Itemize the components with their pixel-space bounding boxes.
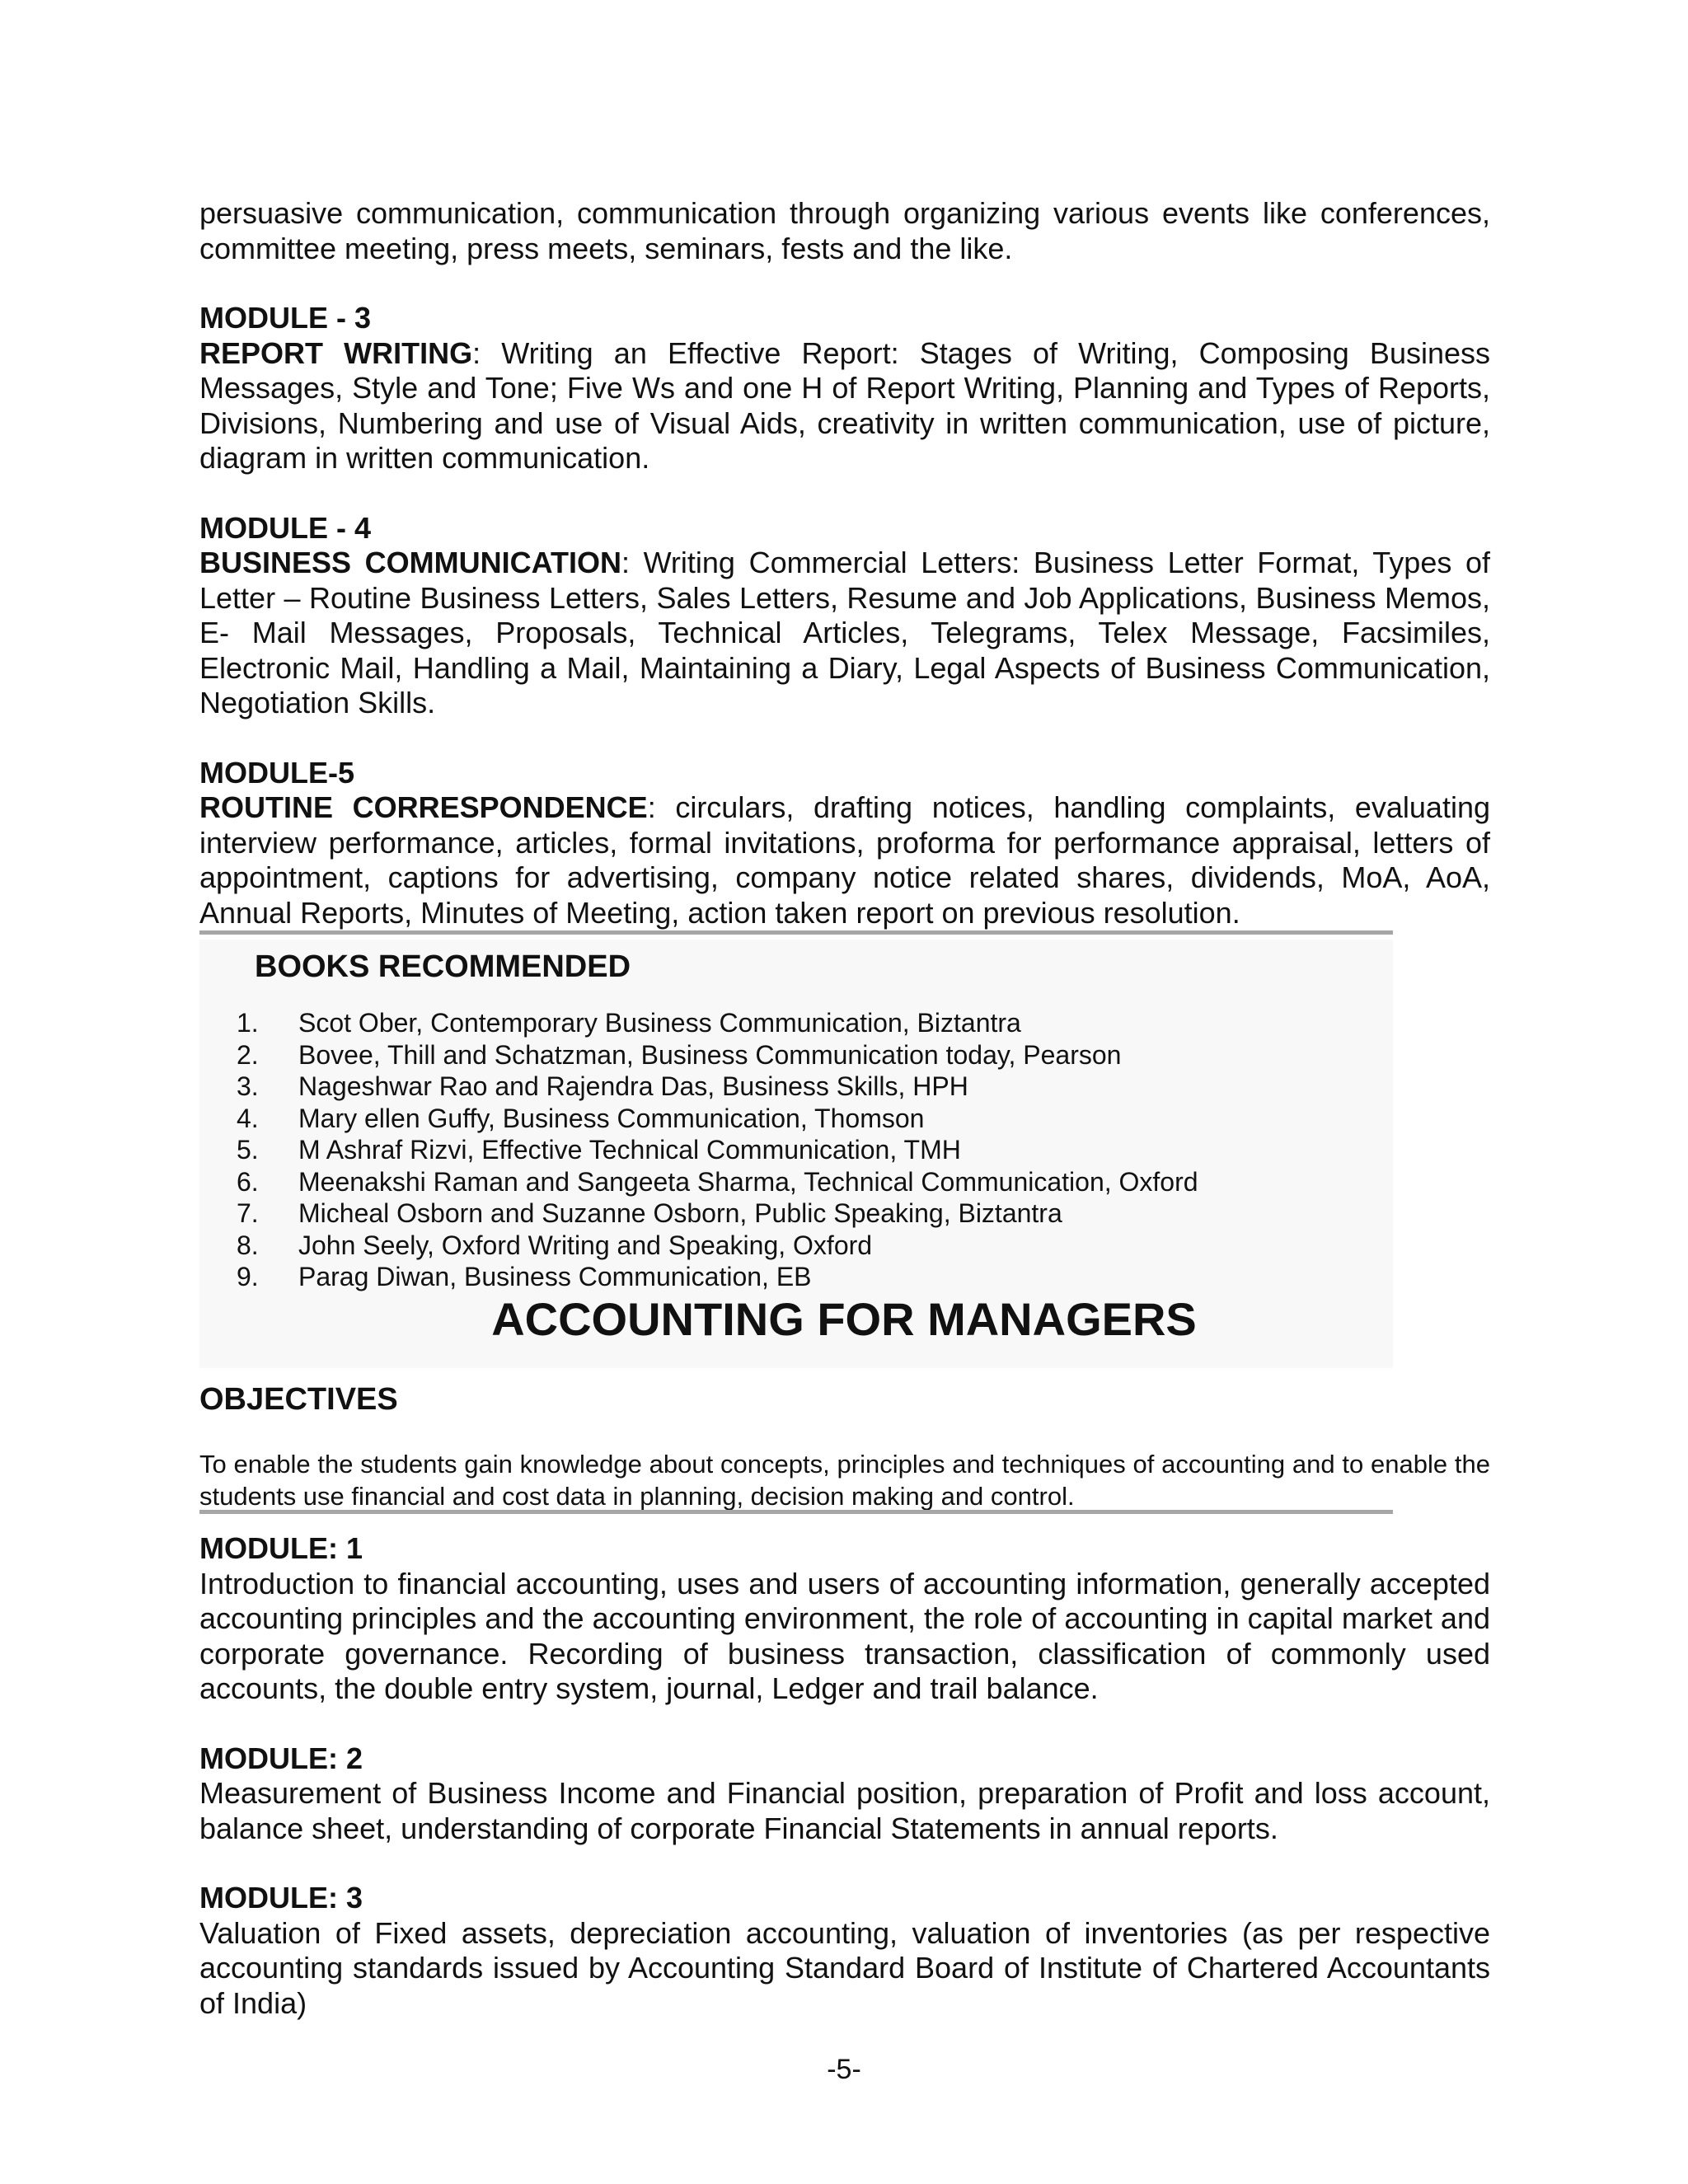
module-heading: MODULE: 1 xyxy=(199,1531,363,1565)
books-heading: BOOKS RECOMMENDED xyxy=(255,949,631,984)
module-body: Measurement of Business Income and Financial position, preparation of Profit and loss account, balance sheet, understanding of corporate Financial Statements in annual reports. xyxy=(199,1776,1490,1845)
lower-content xyxy=(199,1531,1490,2021)
list-item: 4. Mary ellen Guffy, Business Communication, Thomson xyxy=(237,1103,925,1133)
module-topic: REPORT WRITING xyxy=(199,335,473,370)
page-number: -5- xyxy=(827,2054,861,2085)
list-item: 3. Nageshwar Rao and Rajendra Das, Business Skills, HPH xyxy=(237,1071,968,1101)
module-body: Introduction to financial accounting, uses and users of accounting information, generally accepted accounting principles and the accounting environment, the role of accounting in capital market and corporate governance. Recording of business transaction, classification of commonly used accounts, the double entry system, journal, Ledger and trail balance. xyxy=(199,1566,1490,1705)
list-item: 2. Bovee, Thill and Schatzman, Business Communication today, Pearson xyxy=(237,1039,1122,1070)
module-topic: BUSINESS COMMUNICATION xyxy=(199,546,621,579)
module-5-section xyxy=(199,756,1490,931)
module-heading: MODULE - 4 xyxy=(199,510,372,545)
module-heading: MODULE: 2 xyxy=(199,1741,363,1775)
module-body: Valuation of Fixed assets, depreciation accounting, valuation of inventories (as per respective accounting standards issued by Accounting Standard Board of Institute of Chartered Accountants of India) xyxy=(199,1915,1490,2020)
objectives-text: To enable the students gain knowledge about concepts, principles and techniques of accounting and to enable the students use financial and cost data in planning, decision making and control. xyxy=(199,1450,1490,1511)
course-title: ACCOUNTING FOR MANAGERS xyxy=(491,1293,1197,1345)
list-item: 9. Parag Diwan, Business Communication, EB xyxy=(237,1262,812,1291)
module-3-section xyxy=(199,301,1490,476)
module-topic: ROUTINE CORRESPONDENCE xyxy=(199,790,648,824)
list-item: 6. Meenakshi Raman and Sangeeta Sharma, Technical Communication, Oxford xyxy=(237,1166,1198,1197)
list-item: 1. Scot Ober, Contemporary Business Communication, Biztantra xyxy=(237,1008,1021,1038)
module-heading: MODULE: 3 xyxy=(199,1881,363,1915)
list-item: 7. Micheal Osborn and Suzanne Osborn, Public Speaking, Biztantra xyxy=(237,1198,1062,1228)
divider-rule xyxy=(199,930,1393,935)
module-4-section xyxy=(199,511,1490,721)
list-item: 5. M Ashraf Rizvi, Effective Technical Communication, TMH xyxy=(237,1135,961,1165)
module-text: : Writing Commercial Letters: Business Letter Format, Types of Letter – Routine Business Letters, Sales Letters, Resume and Job Applications, Business Memos, E- Mail Messages, Proposals, Technical Articles, Telegrams, Telex Message, Facsimiles, Electronic Mail, Handling a Mail, Maintaining a Diary, Legal Aspects of Business Communication, Negotiation Skills. xyxy=(199,546,1490,719)
module-3b-section xyxy=(199,1881,1490,2021)
module-heading: MODULE-5 xyxy=(199,755,354,790)
upper-content xyxy=(199,196,1490,930)
intro-paragraph: persuasive communication, communication through organizing various events like conferences, committee meeting, press meets, seminars, fests and the like. xyxy=(199,196,1490,265)
divider-rule xyxy=(199,1510,1393,1514)
module-text: : circulars, drafting notices, handling complaints, evaluating interview performance, articles, formal invitations, proforma for performance appraisal, letters of appointment, captions for advertising, company notice related shares, dividends, MoA, AoA, Annual Reports, Minutes of Meeting, action taken report on previous resolution. xyxy=(199,790,1490,930)
module-body xyxy=(199,790,1490,930)
module-body xyxy=(199,546,1490,721)
module-1-section xyxy=(199,1531,1490,1707)
module-heading: MODULE - 3 xyxy=(199,301,372,335)
books-list xyxy=(237,1007,1198,1293)
module-text: : Writing an Effective Report: Stages of Writing, Composing Business Messages, Style and Tone; Five Ws and one H of Report Writing, Planning and Types of Reports, Divisions, Numbering and use of Visual Aids, creativity in written communication, use of picture, diagram in written communication. xyxy=(199,335,1491,475)
list-item: 8. John Seely, Oxford Writing and Speaking, Oxford xyxy=(237,1230,873,1260)
objectives-heading: OBJECTIVES xyxy=(199,1382,398,1417)
module-body xyxy=(199,336,1490,476)
module-2-section xyxy=(199,1741,1490,1847)
